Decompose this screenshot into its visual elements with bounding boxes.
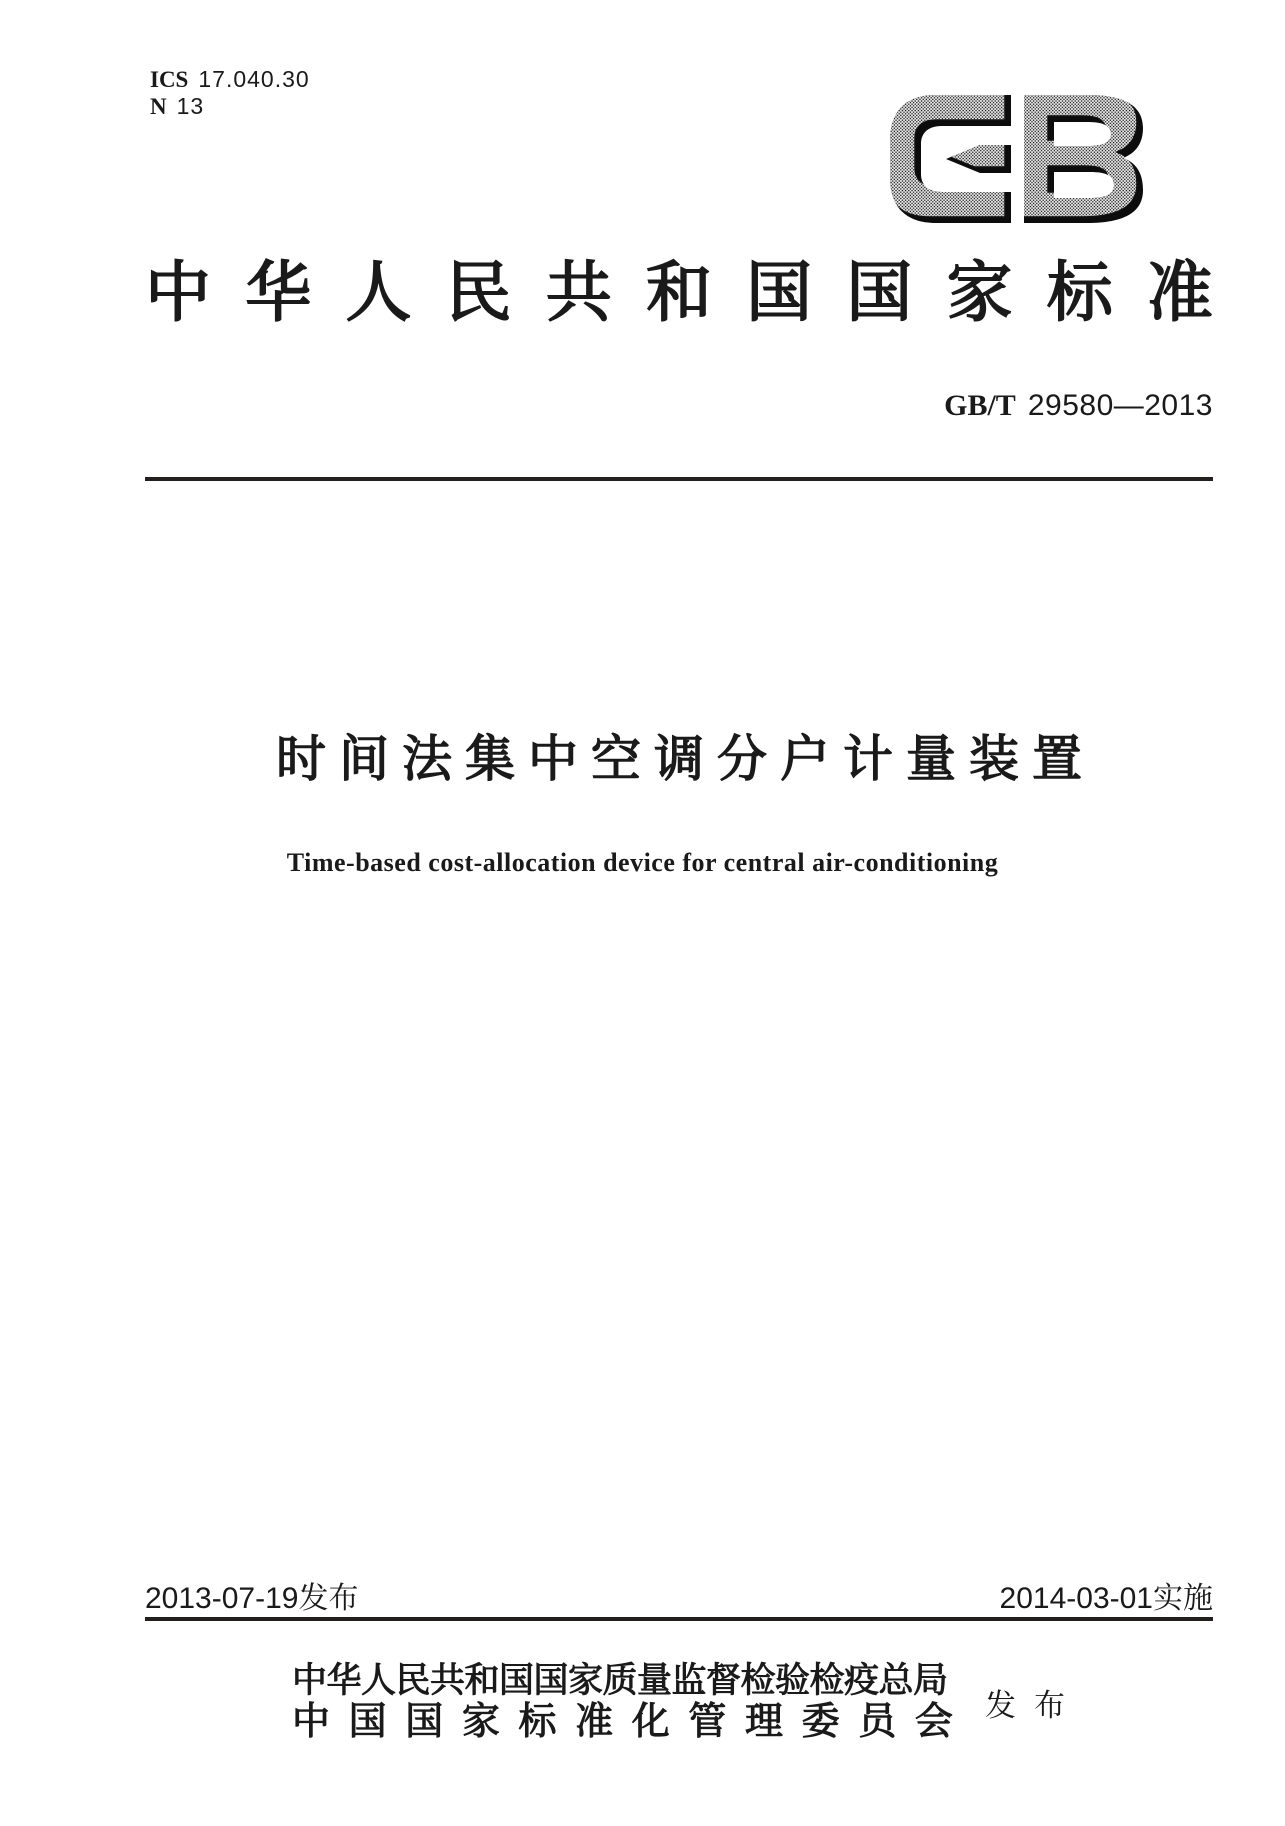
footer-divider-rule <box>145 1617 1213 1621</box>
gb-standard-logo-icon <box>890 95 1143 223</box>
effective-date-value: 2014-03-01 <box>999 1582 1153 1615</box>
class-line <box>150 93 310 120</box>
effective-date-suffix: 实施 <box>1153 1582 1213 1615</box>
header-divider-rule <box>145 477 1213 481</box>
issued-date <box>145 1583 358 1615</box>
class-label: N <box>150 94 167 119</box>
release-label: 发布 <box>985 1688 1083 1723</box>
document-title-en: Time-based cost-allocation device for central air-conditioning <box>286 848 999 877</box>
ics-line <box>150 66 310 93</box>
ics-code: 17.040.30 <box>198 66 310 92</box>
ics-classification <box>150 66 310 120</box>
ics-label: ICS <box>150 67 189 92</box>
national-standard-heading: 中 华 人 民 共 和 国 国 家 标 准 <box>145 257 1213 330</box>
issued-date-value: 2013-07-19 <box>145 1582 299 1615</box>
standard-code-prefix: GB/T <box>944 389 1016 422</box>
effective-date <box>1000 1583 1213 1615</box>
document-title-zh: 时间法集中空调分户计量装置 <box>276 731 1095 787</box>
issued-date-suffix: 发布 <box>298 1582 359 1615</box>
standard-code <box>944 390 1213 422</box>
class-code: 13 <box>176 93 205 119</box>
publisher-sac: 中 国 国 家 标 准 化 管 理 委 员 会 <box>292 1701 953 1743</box>
standard-code-number: 29580—2013 <box>1027 389 1213 422</box>
publisher-aqsiq: 中华人民共和国国家质量监督检验检疫总局 <box>292 1661 948 1700</box>
